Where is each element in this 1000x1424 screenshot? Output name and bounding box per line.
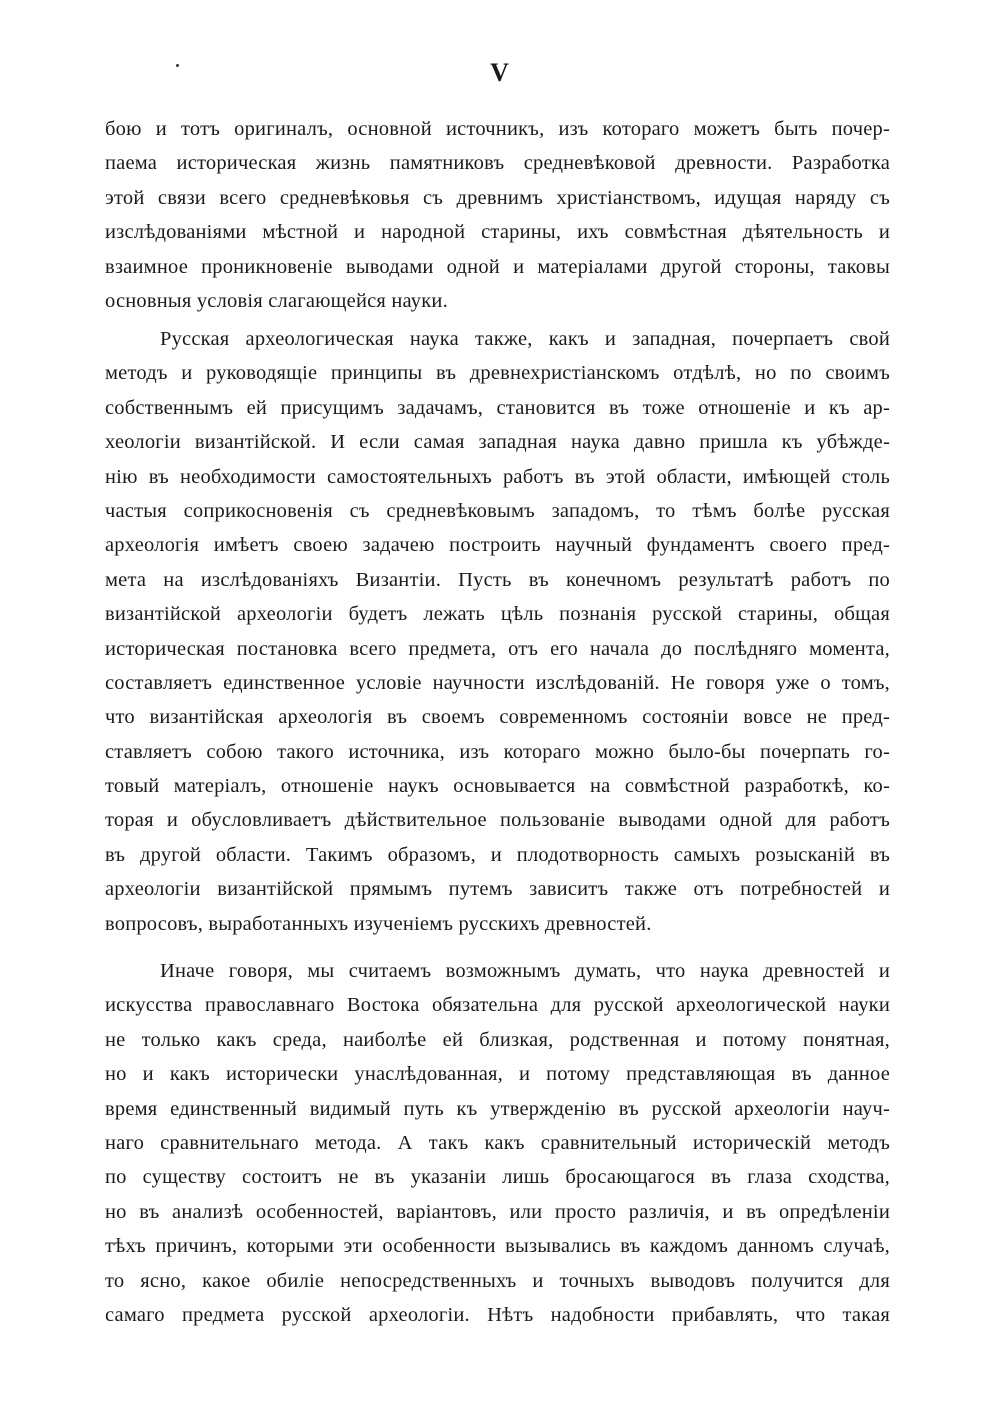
text-line: вопросовъ, выработанныхъ изученіемъ русскихъ древностей.: [105, 912, 652, 935]
text-line: основныя условія слагающейся науки.: [105, 289, 448, 312]
text-line: то ясно, какое обиліе непосредственныхъ и точныхъ выводовъ получится для: [105, 1269, 890, 1292]
text-line: бою и тотъ оригиналъ, основной источникъ, изъ котораго можетъ быть почер-: [105, 118, 890, 140]
text-line: Русская археологическая наука также, какъ и западная, почерпаетъ свой: [160, 328, 890, 350]
text-line: собственнымъ ей присущимъ задачамъ, становится въ тоже отношеніе и къ ар-: [105, 396, 890, 419]
text-line: этой связи всего средневѣковья съ древнимъ христіанствомъ, идущая наряду съ: [105, 186, 890, 209]
paragraph-2: [105, 322, 890, 941]
text-line: время единственный видимый путь къ утвержденію въ русской археологіи науч-: [105, 1097, 890, 1120]
text-line: частыя соприкосновенія съ средневѣковымъ западомъ, то тѣмъ болѣе русская: [105, 499, 890, 522]
text-line: самаго предмета русской археологіи. Нѣтъ надобности прибавлять, что такая: [105, 1303, 890, 1326]
text-line: мета на изслѣдованіяхъ Византіи. Пусть въ конечномъ результатѣ работъ по: [105, 568, 890, 591]
text-line: не только какъ среда, наиболѣе ей близкая, родственная и потому понятная,: [105, 1028, 890, 1051]
paragraph-1: [105, 112, 890, 318]
text-line: искусства православнаго Востока обязательна для русской археологической науки: [105, 994, 890, 1017]
text-line: торая и обусловливаетъ дѣйствительное пользованіе выводами одной для работъ: [105, 809, 890, 832]
page-number: V: [490, 58, 510, 87]
text-line: по существу состоитъ не въ указаніи лишь бросающагося въ глаза сходства,: [105, 1166, 890, 1189]
text-line: взаимное проникновеніе выводами одной и матеріалами другой стороны, таковы: [105, 255, 890, 278]
text-line: наго сравнительнаго метода. А такъ какъ сравнительный историческій методъ: [105, 1131, 890, 1154]
text-line: Иначе говоря, мы считаемъ возможнымъ думать, что наука древностей и: [160, 960, 890, 982]
text-line: историческая постановка всего предмета, отъ его начала до послѣдняго момента,: [105, 637, 890, 660]
text-line: тѣхъ причинъ, которыми эти особенности вызывались въ каждомъ данномъ случаѣ,: [105, 1235, 890, 1258]
text-line: что византійская археологія въ своемъ современномъ состояніи вовсе не пред-: [105, 706, 890, 729]
text-line: товый матеріалъ, отношеніе наукъ основывается на совмѣстной разработкѣ, ко-: [105, 775, 890, 798]
text-line: но и какъ исторически унаслѣдованная, и потому представляющая въ данное: [105, 1063, 890, 1086]
text-line: нію въ необходимости самостоятельныхъ работъ въ этой области, имѣющей столь: [105, 465, 890, 488]
text-line: изслѣдованіями мѣстной и народной старины, ихъ совмѣстная дѣятельность и: [105, 221, 890, 244]
text-line: методъ и руководящіе принципы въ древнехристіанскомъ отдѣлѣ, но по своимъ: [105, 362, 890, 385]
text-line: паема историческая жизнь памятниковъ средневѣковой древности. Разработка: [105, 152, 890, 175]
text-line: но въ анализѣ особенностей, варіантовъ, или просто различія, и въ опредѣленіи: [105, 1200, 890, 1223]
text-line: археологіи византійской прямымъ путемъ зависитъ также отъ потребностей и: [105, 878, 890, 901]
text-line: византійской археологіи будетъ лежать цѣль познанія русской старины, общая: [105, 603, 890, 626]
text-line: хеологіи византійской. И если самая западная наука давно пришла къ убѣжде-: [105, 431, 890, 454]
text-line: археологія имѣетъ своею задачею построить научный фундаментъ своего пред-: [105, 534, 890, 557]
text-line: составляетъ единственное условіе научности изслѣдованій. Не говоря уже о томъ,: [105, 671, 890, 694]
text-line: въ другой области. Такимъ образомъ, и плодотворность самыхъ розысканій въ: [105, 843, 890, 866]
text-line: ставляетъ собою такого источника, изъ котораго можно было-бы почерпать го-: [105, 740, 890, 763]
paragraph-3: [105, 954, 890, 1332]
